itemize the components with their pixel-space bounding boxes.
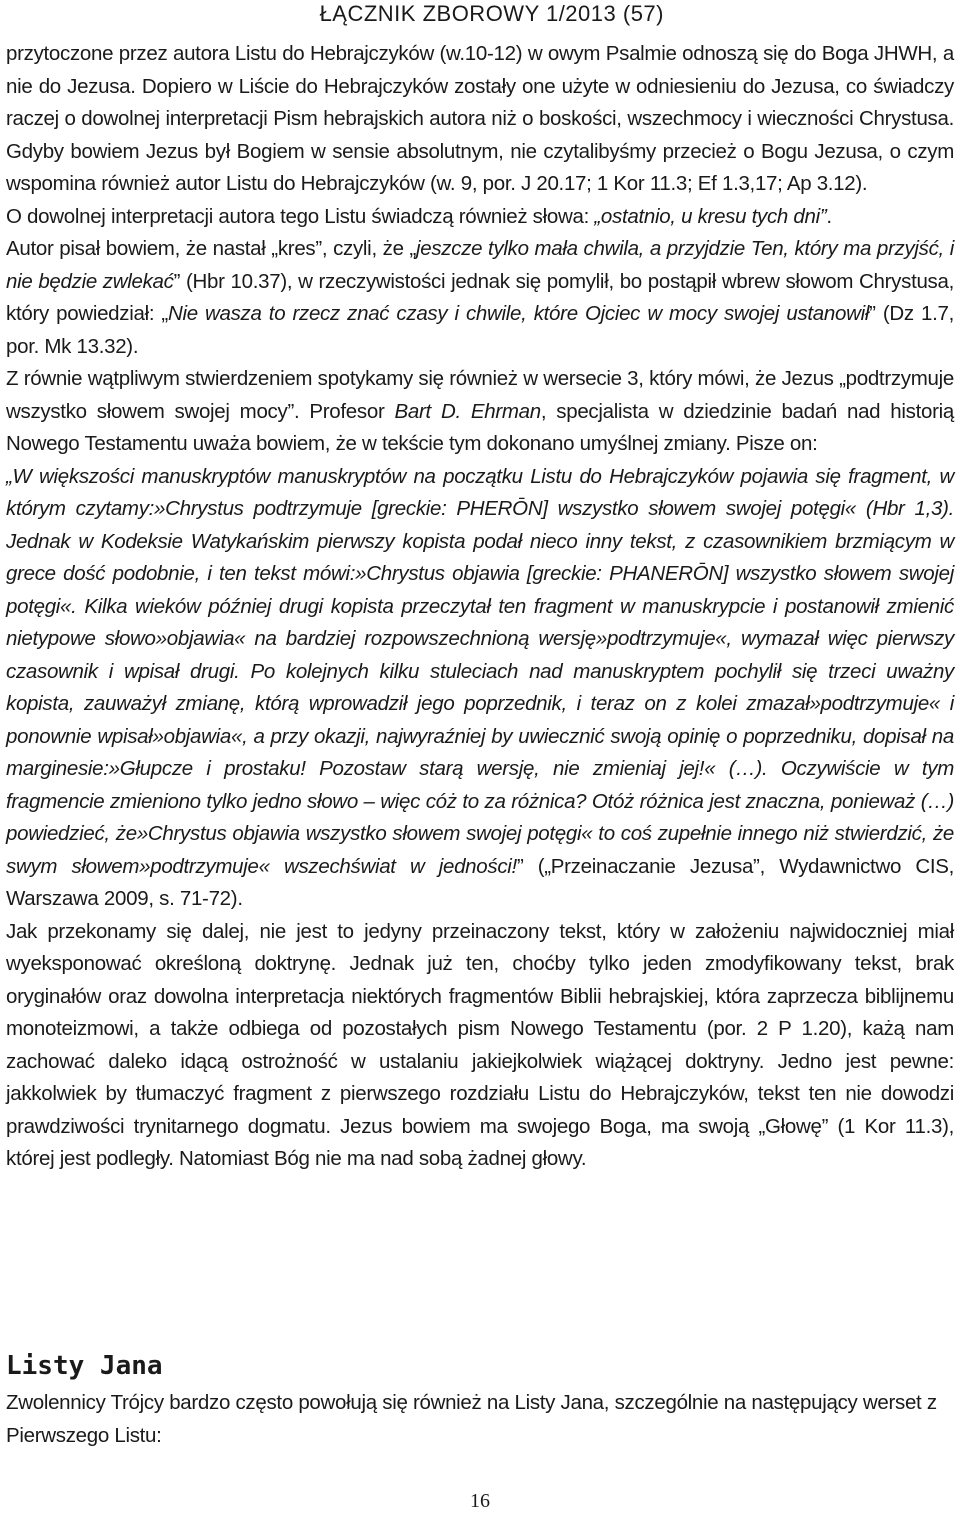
paragraph-2-text: O dowolnej interpretacji autora tego Listu świadczą również słowa: [6,204,595,228]
page-number: 16 [470,1490,490,1512]
paragraph-1: przytoczone przez autora Listu do Hebrajczyków (w.10-12) w owym Psalmie odnoszą się do Boga JHWH, a nie do Jezusa. Dopiero w Liście do Hebrajczyków zostały one użyte w odniesieniu do Jezusa, co świadczy raczej o dowolnej interpretacji Pism hebrajskich autora niż o boskości, wszechmocy i wieczności Chrystusa. Gdyby bowiem Jezus był Bogiem w sensie absolutnym, nie czytalibyśmy przecież o Bogu Jezusa, o czym wspomina również autor Listu do Hebrajczyków (w. 9, por. J 20.17; 1 Kor 11.3; Ef 1.3,17; Ap 3.12). [6,42,954,195]
paragraph-3 [6,233,954,363]
paragraph-3-quote-hbr: jeszcze tylko mała chwila, a przyjdzie Ten, który ma przyjść, i nie będzie zwlekać [6,237,954,293]
paragraph-4-author: Bart D. Ehrman [394,399,541,423]
paragraph-2-quote: „ostatnio, u kresu tych dni” [594,204,827,228]
paragraph-3-text-b: ” (Hbr 10.37), w rzeczywistości jednak się pomylił, bo postąpił wbrew słowom Chrystusa, który powiedział: „ [6,269,955,325]
article-body [6,38,954,1176]
section-heading: Listy Jana [6,1351,163,1381]
section-intro: Zwolennicy Trójcy bardzo często powołują się również na Listy Jana, szczególnie na następujący werset z Pierwszego Listu: [6,1391,937,1447]
quote-citation: ” („Przeinaczanie Jezusa”, Wydawnictwo CIS, Warszawa 2009, s. 71-72). [6,854,954,910]
paragraph-4-text-b: , specjalista w dziedzinie badań nad historią Nowego Testamentu uważa bowiem, że w tekście tym dokonano umyślnej zmiany. Pisze on: [6,399,954,455]
ehrman-quote: „W większości manuskryptów manuskryptów na początku Listu do Hebrajczyków pojawia się fragment, w którym czytamy:»Chrystus podtrzymuje [greckie: PHERŌN] wszystko słowem swojej potęgi« (Hbr 1,3). Jednak w Kodeksie Watykańskim pierwszy kopista podał nieco inny tekst, z czasownikiem brzmiącym w grece dość podobnie, i ten tekst mówi:»Chrystus objawia [greckie: PHANERŌN] wszystko słowem swojej potęgi«. Kilka wieków później drugi kopista przeczytał ten fragment w manuskrypcie i postanowił zmienić nietypowe słowo»objawia« na bardziej rozpowszechnioną wersję»podtrzymuje«, wymazał więc pierwszy czasownik i wpisał drugi. Po kolejnych kilku stuleciach nad manuskryptem pochylił się trzeci uważny kopista, zauważył zmianę, którą wprowadził jego poprzednik, i teraz on z kolei zmazał»podtrzymuje« i ponownie wpisał»objawia«, a przy okazji, najwyraźniej by uwiecznić swoją opinię o poprzedniku, dopisał na marginesie:»Głupcze i prostaku! Pozostaw starą wersję, nie zmieniaj jej!« (…). Oczywiście w tym fragmencie zmieniono tylko jedno słowo – więc cóż to za różnica? Otóż różnica jest znaczna, ponieważ (…) powiedzieć, że»Chrystus objawia wszystko słowem swojej potęgi« to coś zupełnie innego niż stwierdzić, że swym słowem»podtrzymuje« wszechświat w jedności! [6,464,954,878]
paragraph-2 [6,201,954,234]
paragraph-4 [6,363,954,461]
paragraph-3-text-c: ” (Dz 1.7, por. Mk 13.32). [6,302,954,358]
paragraph-5-quote [6,461,954,916]
paragraph-3-text-a: Autor pisał bowiem, że nastał „kres”, czyli, że „ [6,237,416,260]
paragraph-2-end: . [826,204,832,228]
running-header: ŁĄCZNIK ZBOROWY 1/2013 (57) [319,1,664,26]
paragraph-4-text-a: Z równie wątpliwym stwierdzeniem spotykamy się również w wersecie 3, który mówi, że Jezus „podtrzymuje wszystko słowem swojej mocy”. Profesor [6,367,954,423]
paragraph-6: Jak przekonamy się dalej, nie jest to jedyny przeinaczony tekst, który w założeniu najwidoczniej miał wyeksponować określoną doktrynę. Jednak już ten, choćby tylko jeden zmodyfikowany tekst, brak oryginałów oraz dowolna interpretacja niektórych fragmentów Biblii hebrajskiej, która zaprzecza biblijnemu monoteizmowi, a także odbiega od pozostałych pism Nowego Testamentu (por. 2 P 1.20), każą nam zachować daleko idącą ostrożność w ustalaniu jakiejkolwiek wiążącej doktryny. Jedno jest pewne: jakkolwiek by tłumaczyć fragment z pierwszego rozdziału Listu do Hebrajczyków, tekst ten nie dowodzi prawdziwości trynitarnego dogmatu. Jezus bowiem ma swojego Boga, ma swoją „Głowę” (1 Kor 11.3), której jest podległy. Natomiast Bóg nie ma nad sobą żadnej głowy. [6,919,954,1170]
paragraph-3-quote-dz: Nie wasza to rzecz znać czasy i chwile, które Ojciec w mocy swojej ustanowił [167,302,870,325]
